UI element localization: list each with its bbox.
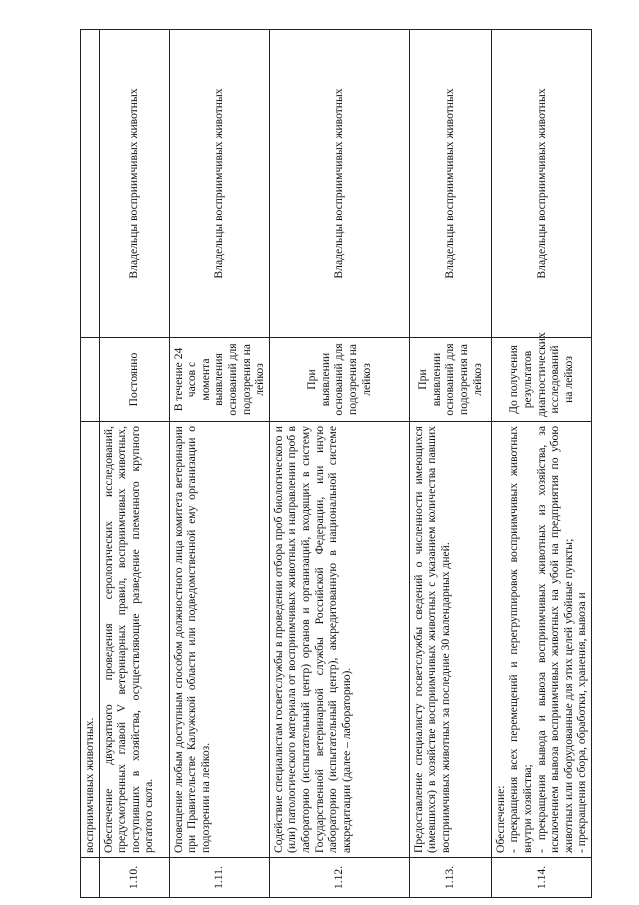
row-term: До получения результатов диагностических исследований на лейкоз <box>491 338 591 422</box>
table-row <box>491 30 591 898</box>
row-number: 1.11. <box>169 858 269 898</box>
row-responsible: Владельцы восприимчивых животных <box>99 30 169 338</box>
description-line: - прекращения всех перемещений и перегруппировок восприимчивых животных внутри хозяйства; <box>507 426 534 853</box>
row-description-list <box>491 422 591 858</box>
table-row <box>169 30 269 898</box>
row-description: Обеспечение двукратного проведения серологических исследований, предусмотренных главой V ветеринарных правил, восприимчивых животных, поступивших в хозяйства, осуществляющие разведение племенного крупного рогатого скота. <box>99 422 169 858</box>
rotated-table-wrapper <box>80 30 589 898</box>
row-description: Содействие специалистам госветслужбы в проведении отбора проб биологического и (или) патологического материала от восприимчивых животных и направлении проб в лабораторию (испытательный центр) органов и организаций, входящих в систему Государственной ветеринарной службы Российской Федерации, или иную лабораторию (испытательный центр), аккредитованную в национальной системе аккредитации (далее – лабораторию). <box>269 422 409 858</box>
row-description: Предоставление специалисту госветслужбы сведений о численности имеющихся (имевшихся) в хозяйстве восприимчивых животных с указанием количества павших восприимчивых животных за последние 30 календарных дней. <box>409 422 491 858</box>
row-responsible: Владельцы восприимчивых животных <box>169 30 269 338</box>
measures-table <box>80 29 592 898</box>
table-row <box>269 30 409 898</box>
row-term: При выявлении оснований для подозрения на лейкоз <box>409 338 491 422</box>
row-term: В течение 24 часов с момента выявления оснований для подозрения на лейкоз <box>169 338 269 422</box>
row-number: 1.12. <box>269 858 409 898</box>
description-line: - прекращения сбора, обработки, хранения, вывоза и <box>575 592 589 853</box>
row-responsible: Владельцы восприимчивых животных <box>409 30 491 338</box>
row-term: Постоянно <box>99 338 169 422</box>
description-line: - прекращения вывода и вывоза восприимчивых животных из хозяйства, за исключением вывоза восприимчивых животных на убой на предприятия по убою животных или оборудованные для этих целей убойные пункты; <box>534 426 575 853</box>
table-row <box>409 30 491 898</box>
row-responsible: Владельцы восприимчивых животных <box>269 30 409 338</box>
cell-term-empty <box>81 338 100 422</box>
row-description: Оповещение любым доступным способом должностного лица комитета ветеринарии при Правительстве Калужской области или подведомственной ему организации о подозрении на лейкоз. <box>169 422 269 858</box>
row-term: При выявлении оснований для подозрения на лейкоз <box>269 338 409 422</box>
table-row <box>81 30 100 898</box>
row-number: 1.13. <box>409 858 491 898</box>
table-row <box>99 30 169 898</box>
cell-description: восприимчивых животных. <box>81 422 100 858</box>
description-line: Обеспечение: <box>493 785 507 853</box>
cell-number-empty <box>81 858 100 898</box>
rotated-page <box>80 30 589 898</box>
cell-responsible-empty <box>81 30 100 338</box>
row-number: 1.14. <box>491 858 591 898</box>
row-number: 1.10. <box>99 858 169 898</box>
row-responsible: Владельцы восприимчивых животных <box>491 30 591 338</box>
